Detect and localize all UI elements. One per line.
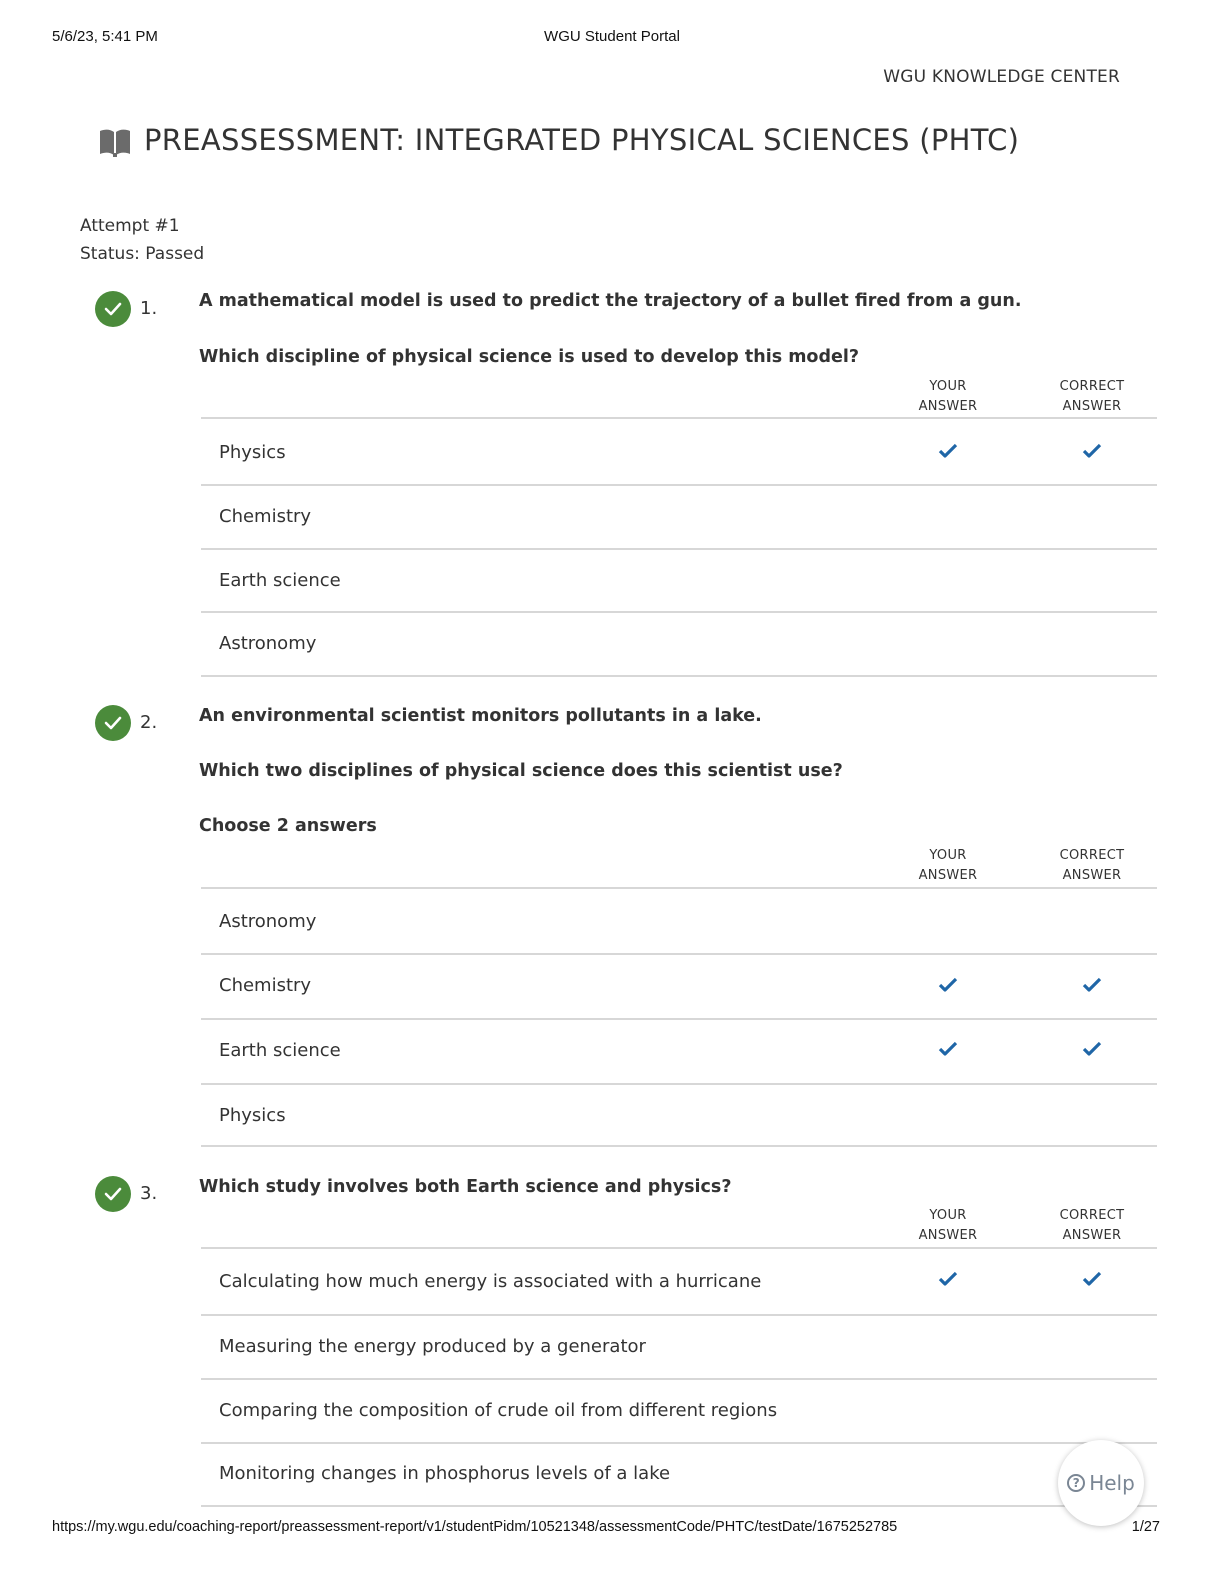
your-answer-header: YOUR ANSWER xyxy=(918,379,978,414)
answer-label: Astronomy xyxy=(219,633,317,654)
answer-row xyxy=(201,889,1157,953)
answer-label: Earth science xyxy=(219,570,341,591)
help-button[interactable] xyxy=(1058,1440,1144,1526)
answer-row xyxy=(201,1316,1157,1378)
attempt-status: Status: Passed xyxy=(80,244,205,264)
print-header xyxy=(52,28,1172,48)
assessment-title: PREASSESSMENT: INTEGRATED PHYSICAL SCIENCES (PHTC) xyxy=(144,123,1020,157)
question-number: 1. xyxy=(140,298,158,319)
question-number: 3. xyxy=(140,1183,158,1204)
page-title xyxy=(98,122,1019,158)
answer-label: Astronomy xyxy=(219,911,317,932)
print-date: 5/6/23, 5:41 PM xyxy=(52,28,158,45)
checkmark-icon xyxy=(104,1187,122,1201)
divider xyxy=(201,1145,1157,1147)
correct-badge xyxy=(95,1176,131,1212)
answer-label: Chemistry xyxy=(219,506,312,527)
answer-label: Physics xyxy=(219,1105,286,1126)
print-page-title: WGU Student Portal xyxy=(544,28,680,45)
answer-row xyxy=(201,1444,1157,1505)
answer-label: Calculating how much energy is associated with a hurricane xyxy=(219,1271,762,1292)
answer-row xyxy=(201,613,1157,675)
checkmark-icon xyxy=(104,716,122,730)
answer-row xyxy=(201,486,1157,548)
divider xyxy=(201,1505,1157,1507)
question-prompt: A mathematical model is used to predict the trajectory of a bullet fired from a gun. xyxy=(199,291,1022,311)
answer-row xyxy=(201,1380,1157,1442)
answer-label: Earth science xyxy=(219,1040,341,1061)
answer-row xyxy=(201,1020,1157,1083)
page-number: 1/27 xyxy=(1131,1519,1160,1535)
answer-label: Chemistry xyxy=(219,975,312,996)
question-prompt: Which two disciplines of physical science does this scientist use? xyxy=(199,761,843,781)
question-mark-icon: ? xyxy=(1067,1474,1085,1492)
attempt-number: Attempt #1 xyxy=(80,216,180,236)
answer-row xyxy=(201,955,1157,1018)
question-instruction: Choose 2 answers xyxy=(199,816,377,836)
answer-label: Monitoring changes in phosphorus levels of a lake xyxy=(219,1463,671,1484)
print-footer xyxy=(52,1519,1160,1539)
answer-row xyxy=(201,419,1157,485)
your-answer-header: YOUR ANSWER xyxy=(918,1208,978,1243)
correct-answer-check-icon xyxy=(1082,1271,1102,1287)
checkmark-icon xyxy=(104,302,122,316)
correct-answer-check-icon xyxy=(1082,443,1102,459)
correct-answer-header: CORRECT ANSWER xyxy=(1059,379,1125,414)
your-answer-check-icon xyxy=(938,443,958,459)
page-url: https://my.wgu.edu/coaching-report/preassessment-report/v1/studentPidm/10521348/assessmentCode/PHTC/testDate/1675252785 xyxy=(52,1519,898,1535)
answer-label: Measuring the energy produced by a generator xyxy=(219,1336,646,1357)
correct-badge xyxy=(95,705,131,741)
divider xyxy=(201,675,1157,677)
question-prompt: Which study involves both Earth science and physics? xyxy=(199,1177,732,1197)
your-answer-header: YOUR ANSWER xyxy=(918,848,978,883)
correct-answer-check-icon xyxy=(1082,1041,1102,1057)
book-icon xyxy=(98,128,132,158)
correct-answer-header: CORRECT ANSWER xyxy=(1059,848,1125,883)
question-prompt: An environmental scientist monitors pollutants in a lake. xyxy=(199,706,762,726)
help-label: Help xyxy=(1089,1471,1135,1495)
answer-row xyxy=(201,1085,1157,1146)
correct-badge xyxy=(95,291,131,327)
answer-row xyxy=(201,1249,1157,1314)
answer-label: Comparing the composition of crude oil from different regions xyxy=(219,1400,778,1421)
attempt-info xyxy=(80,212,204,268)
question-number: 2. xyxy=(140,712,158,733)
correct-answer-header: CORRECT ANSWER xyxy=(1059,1208,1125,1243)
your-answer-check-icon xyxy=(938,1271,958,1287)
answer-label: Physics xyxy=(219,442,286,463)
your-answer-check-icon xyxy=(938,1041,958,1057)
question-prompt: Which discipline of physical science is used to develop this model? xyxy=(199,347,860,367)
knowledge-center-link[interactable]: WGU KNOWLEDGE CENTER xyxy=(883,67,1120,87)
answer-row xyxy=(201,550,1157,612)
correct-answer-check-icon xyxy=(1082,977,1102,993)
your-answer-check-icon xyxy=(938,977,958,993)
